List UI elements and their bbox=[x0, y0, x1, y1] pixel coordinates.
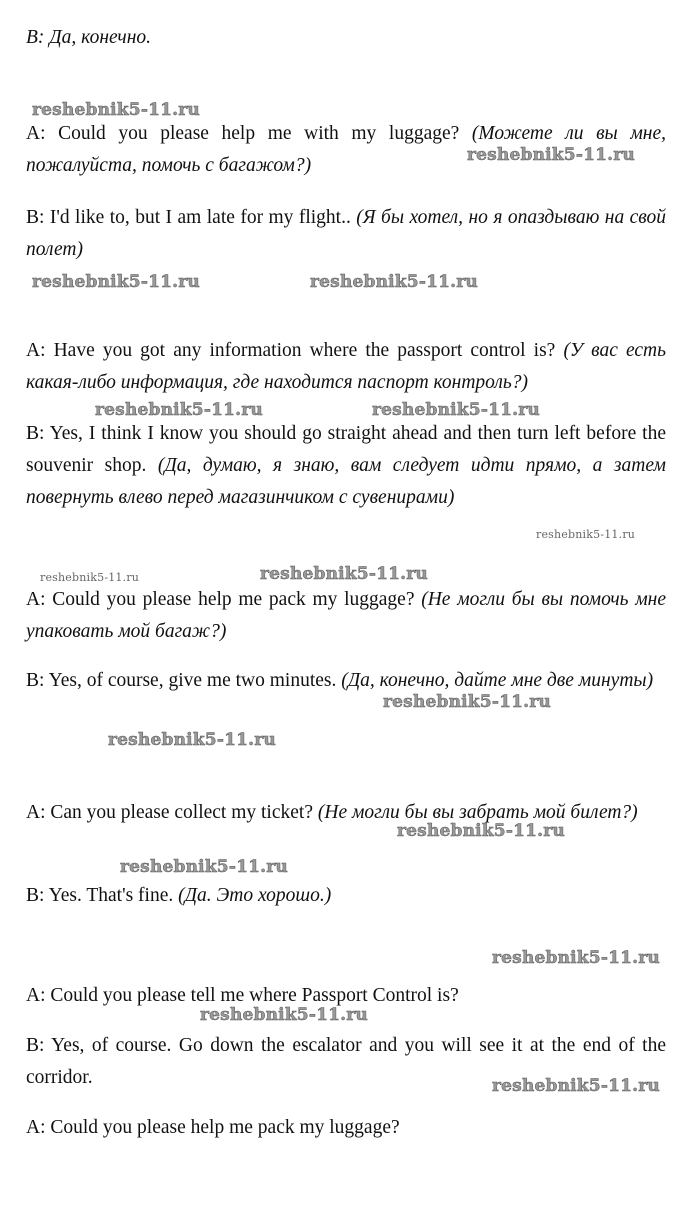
line-en: B: Yes, I think I know you should go straight ahead and then turn left before the souvenir shop. bbox=[26, 423, 666, 476]
line-en: B: I'd like to, but I am late for my flight.. bbox=[26, 207, 351, 228]
line-ru: (Да, думаю, я знаю, вам следует идти прямо, а затем повернуть влево перед магазинчиком с сувенирами) bbox=[26, 455, 666, 508]
watermark: reshebnik5-11.ru bbox=[32, 100, 200, 120]
watermark: reshebnik5-11.ru bbox=[32, 272, 200, 292]
line-en: A: Could you please tell me where Passport Control is? bbox=[26, 985, 459, 1006]
dialogue-line-1 bbox=[26, 22, 666, 54]
line-en: A: Could you please help me pack my luggage? bbox=[26, 1117, 400, 1138]
dialogue-line-9 bbox=[26, 880, 666, 912]
dialogue-line-7 bbox=[26, 665, 666, 697]
watermark: reshebnik5-11.ru bbox=[397, 821, 565, 841]
line-en: A: Could you please help me with my luggage? bbox=[26, 123, 460, 144]
line-en: A: Could you please help me pack my luggage? bbox=[26, 589, 415, 610]
dialogue-line-6 bbox=[26, 584, 666, 648]
watermark: reshebnik5-11.ru bbox=[383, 692, 551, 712]
line-ru: (Я бы хотел, но я опаздываю на свой полет) bbox=[26, 207, 666, 260]
line-ru: (Не могли бы вы забрать мой билет?) bbox=[317, 802, 638, 823]
watermark: reshebnik5-11.ru bbox=[95, 400, 263, 420]
line-en: B: Yes, of course, give me two minutes. bbox=[26, 670, 337, 691]
watermark: reshebnik5-11.ru bbox=[467, 145, 635, 165]
line-ru: (Да. Это хорошо.) bbox=[178, 885, 332, 906]
line-ru: (Не могли бы вы помочь мне упаковать мой багаж?) bbox=[26, 589, 666, 642]
dialogue-line-8 bbox=[26, 797, 666, 829]
line-ru: (У вас есть какая-либо информация, где находится паспорт контроль?) bbox=[26, 340, 666, 393]
watermark: reshebnik5-11.ru bbox=[310, 272, 478, 292]
watermark: reshebnik5-11.ru bbox=[200, 1005, 368, 1025]
watermark: reshebnik5-11.ru bbox=[260, 564, 428, 584]
line-en: B: Yes. That's fine. bbox=[26, 885, 174, 906]
line-ru: (Можете ли вы мне, пожалуйста, помочь с багажом?) bbox=[26, 123, 666, 176]
line-en: A: Can you please collect my ticket? bbox=[26, 802, 313, 823]
watermark: reshebnik5-11.ru bbox=[492, 948, 660, 968]
watermark: reshebnik5-11.ru bbox=[492, 1076, 660, 1096]
line-en: B: Yes, of course. Go down the escalator and you will see it at the end of the corridor. bbox=[26, 1035, 666, 1088]
watermark: reshebnik5-11.ru bbox=[120, 857, 288, 877]
dialogue-line-5 bbox=[26, 418, 666, 514]
watermark: reshebnik5-11.ru bbox=[40, 571, 140, 584]
dialogue-line-12 bbox=[26, 1112, 666, 1144]
line-ru: (Да, конечно, дайте мне две минуты) bbox=[341, 670, 654, 691]
watermark: reshebnik5-11.ru bbox=[372, 400, 540, 420]
line-ru: В: Да, конечно. bbox=[26, 27, 151, 48]
line-en: A: Have you got any information where the passport control is? bbox=[26, 340, 556, 361]
watermark: reshebnik5-11.ru bbox=[536, 528, 636, 541]
dialogue-line-4 bbox=[26, 335, 666, 399]
dialogue-line-3 bbox=[26, 202, 666, 266]
watermark: reshebnik5-11.ru bbox=[108, 730, 276, 750]
